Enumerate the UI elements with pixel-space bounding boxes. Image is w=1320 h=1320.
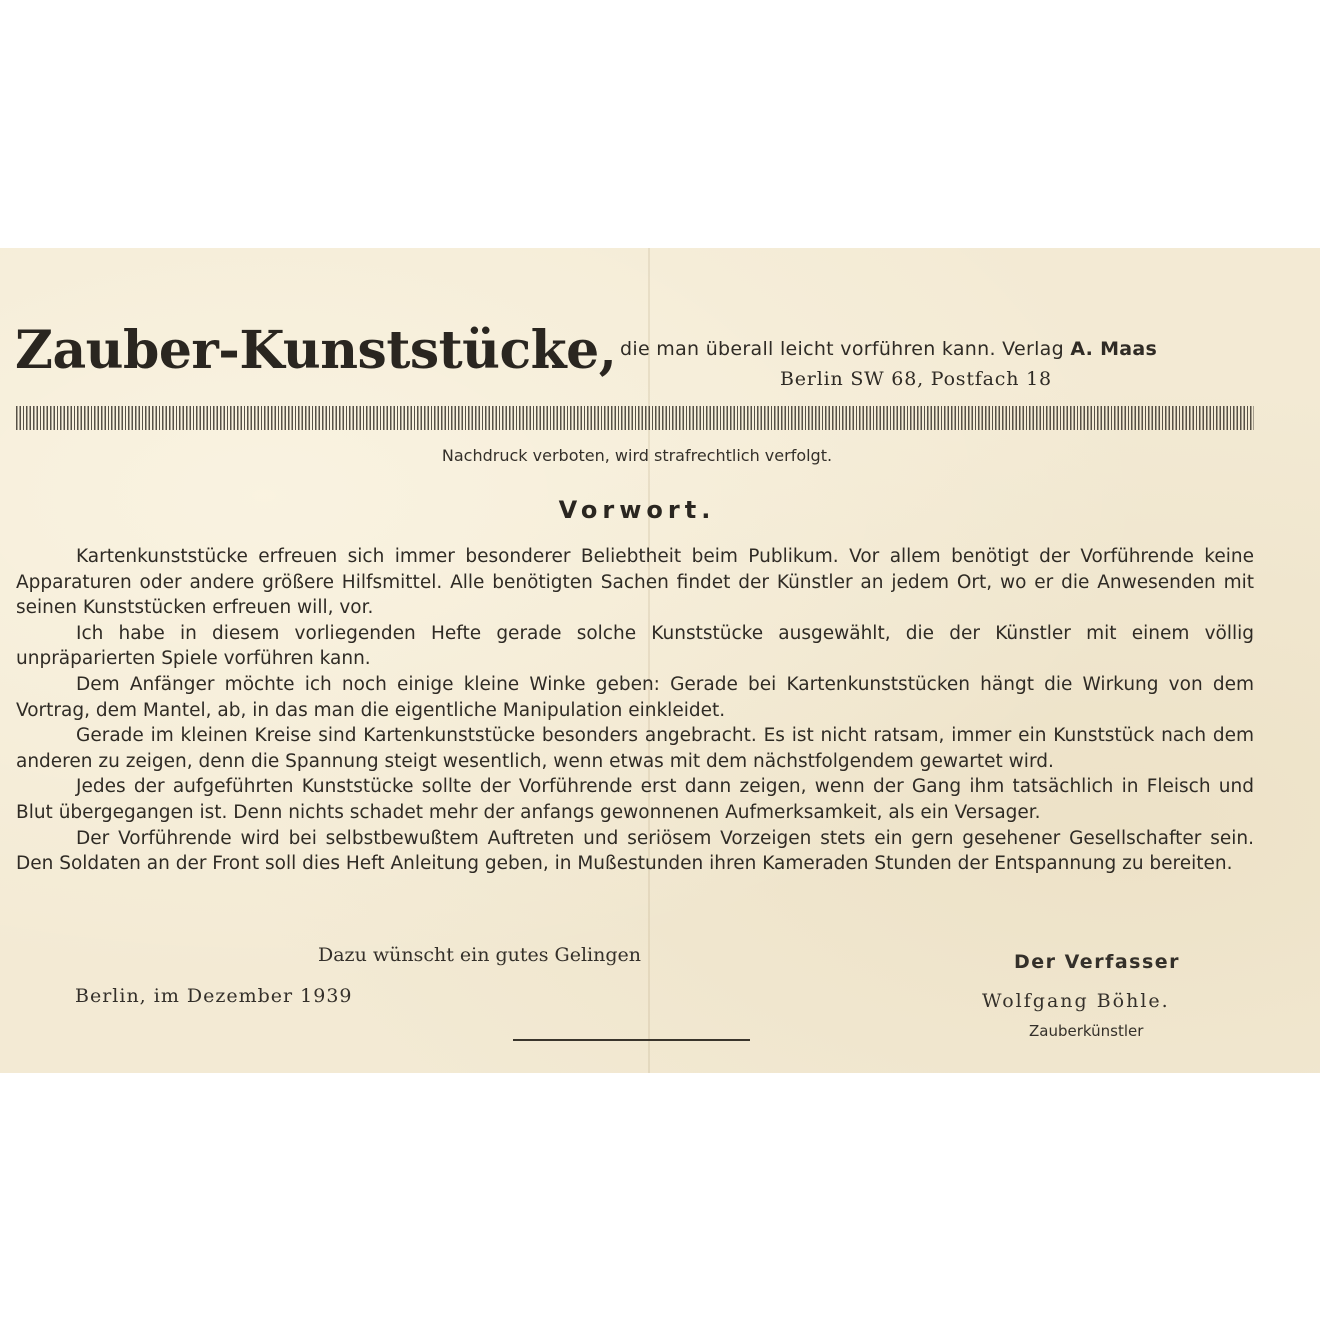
document-sheet [0, 248, 1320, 1073]
author-name: Wolfgang Böhle. [982, 990, 1170, 1012]
publisher-name: A. Maas [1070, 338, 1158, 360]
paragraph: Ich habe in diesem vorliegenden Hefte gerade solche Kunststücke ausgewählt, die der Künstler mit einem völlig unpräparierten Spiele vorführen kann. [16, 622, 1254, 670]
paragraph: Jedes der aufgeführten Kunststücke sollte der Vorführende erst dann zeigen, wenn der Gang ihm tatsächlich in Fleisch und Blut übergegangen ist. Denn nichts schadet mehr der anfangs gewonnenen Aufmerksamkeit, als ein Versager. [16, 776, 1254, 823]
publisher-address: Berlin SW 68, Postfach 18 [780, 368, 1052, 390]
decorative-rule [16, 406, 1254, 430]
author-label: Der Verfasser [1014, 951, 1181, 973]
copyright-notice: Nachdruck verboten, wird strafrechtlich verfolgt. [441, 446, 833, 465]
subtitle-text: die man überall leicht vorführen kann. Verlag [620, 338, 1064, 360]
body-text [16, 544, 1254, 877]
publisher-line [620, 338, 1157, 360]
paragraph: Dem Anfänger möchte ich noch einige kleine Winke geben: Gerade bei Kartenkunststücken hängt die Wirkung von dem Vortrag, dem Mantel, ab, in das man die eigentliche Manipulation einkleidet. [16, 673, 1254, 721]
end-divider [513, 1039, 750, 1041]
document-title: Zauber-Kunststücke, [15, 320, 617, 381]
paragraph: Gerade im kleinen Kreise sind Kartenkunststücke besonders angebracht. Es ist nicht ratsam, immer ein Kunststück nach dem anderen zu zeigen, denn die Spannung steigt wesentlich, wenn etwas mit dem nächstfolgendem gewartet wird. [16, 725, 1254, 772]
paragraph: Der Vorführende wird bei selbstbewußtem Auftreten und seriösem Vorzeigen stets ein gern gesehener Gesellschafter sein. Den Soldaten an der Front soll dies Heft Anleitung geben, in Mußestunden ihren Kameraden Stunden der Entspannung zu bereiten. [16, 827, 1254, 875]
paragraph: Kartenkunststücke erfreuen sich immer besonderer Beliebtheit beim Publikum. Vor allem benötigt der Vorführende keine Apparaturen oder andere größere Hilfsmittel. Alle benötigten Sachen findet der Künstler an jedem Ort, wo er die Anwesenden mit seinen Kunststücken erfreuen will, vor. [16, 546, 1254, 619]
place-date: Berlin, im Dezember 1939 [75, 985, 353, 1007]
section-heading: Vorwort. [558, 496, 716, 524]
closing-line: Dazu wünscht ein gutes Gelingen [318, 944, 642, 966]
author-role: Zauberkünstler [1029, 1022, 1144, 1040]
